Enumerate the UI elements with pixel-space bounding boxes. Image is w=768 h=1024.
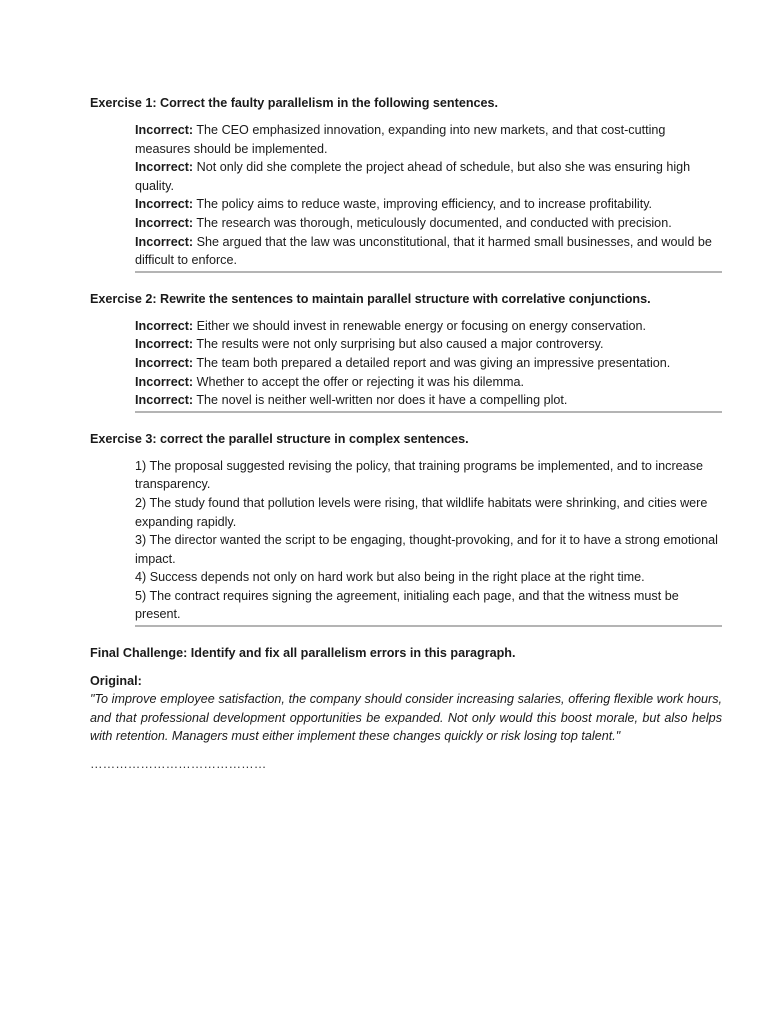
exercise-2-item: [135, 335, 722, 354]
sentence-text: The novel is neither well-written nor does it have a compelling plot.: [193, 393, 568, 408]
sentence-text: She argued that the law was unconstitutional, that it harmed small businesses, and would be difficult to enforce.: [135, 234, 712, 268]
exercise-1-item: [135, 233, 722, 270]
exercise-2-heading: Exercise 2: Rewrite the sentences to maintain parallel structure with correlative conjunctions.: [90, 291, 651, 306]
incorrect-label: Incorrect:: [135, 318, 194, 333]
incorrect-label: Incorrect:: [135, 123, 194, 137]
exercise-1-list: [135, 121, 722, 273]
final-challenge-heading: Final Challenge: Identify and fix all parallelism errors in this paragraph.: [90, 646, 516, 661]
exercise-1-item: [135, 195, 722, 214]
incorrect-label: Incorrect:: [135, 215, 194, 230]
sentence-text: Not only did she complete the project ahead of schedule, but also she was ensuring high quality.: [135, 160, 691, 193]
sentence-text: Either we should invest in renewable energy or focusing on energy conservation.: [193, 318, 647, 333]
exercise-2-item: [135, 391, 722, 410]
sentence-text: The CEO emphasized innovation, expanding into new markets, and that cost-cutting measures should be implemented.: [135, 123, 666, 156]
incorrect-label: Incorrect:: [135, 355, 194, 370]
incorrect-label: Incorrect:: [135, 197, 194, 212]
incorrect-label: Incorrect:: [135, 374, 194, 389]
sentence-text: The research was thorough, meticulously documented, and conducted with precision.: [193, 215, 672, 230]
exercise-2-item: [135, 354, 722, 373]
exercise-3-item: 4) Success depends not only on hard work but also being in the right place at the right time.: [135, 570, 645, 585]
incorrect-label: Incorrect:: [135, 337, 194, 352]
original-label: Original:: [90, 674, 142, 689]
exercise-1-item: [135, 121, 722, 158]
exercise-3-item: 1) The proposal suggested revising the policy, that training programs be implemented, and to increase transparency.: [135, 458, 703, 492]
exercise-3-list: [135, 457, 722, 627]
exercise-3-item: 3) The director wanted the script to be engaging, thought-provoking, and for it to have a strong emotional impact.: [135, 533, 718, 566]
exercise-3-heading: Exercise 3: correct the parallel structure in complex sentences.: [90, 431, 469, 446]
exercise-2-item: [135, 373, 722, 392]
answer-line: ……………………………………: [90, 756, 267, 771]
sentence-text: The team both prepared a detailed report and was giving an impressive presentation.: [193, 355, 671, 370]
exercise-2-item: [135, 317, 722, 336]
exercise-2-list: [135, 317, 722, 413]
incorrect-label: Incorrect:: [135, 160, 194, 175]
incorrect-label: Incorrect:: [135, 393, 194, 408]
original-paragraph: "To improve employee satisfaction, the company should consider increasing salaries, offering flexible work hours, and that professional development opportunities be expanded. Not only would this boost morale, but also helps with retention. Managers must either implement these changes quickly or risk losing top talent.": [90, 692, 722, 744]
exercise-3-item: 2) The study found that pollution levels were rising, that wildlife habitats were shrinking, and cities were expanding rapidly.: [135, 495, 708, 529]
exercise-1-item: [135, 158, 722, 195]
sentence-text: Whether to accept the offer or rejecting it was his dilemma.: [193, 374, 524, 389]
sentence-text: The results were not only surprising but also caused a major controversy.: [193, 337, 604, 352]
exercise-3-item: 5) The contract requires signing the agreement, initialing each page, and that the witness must be present.: [135, 588, 679, 622]
exercise-1-item: [135, 214, 722, 233]
document-page: [90, 94, 722, 772]
incorrect-label: Incorrect:: [135, 234, 194, 249]
sentence-text: The policy aims to reduce waste, improving efficiency, and to increase profitability.: [193, 197, 653, 212]
exercise-1-heading: Exercise 1: Correct the faulty parallelism in the following sentences.: [90, 96, 499, 110]
